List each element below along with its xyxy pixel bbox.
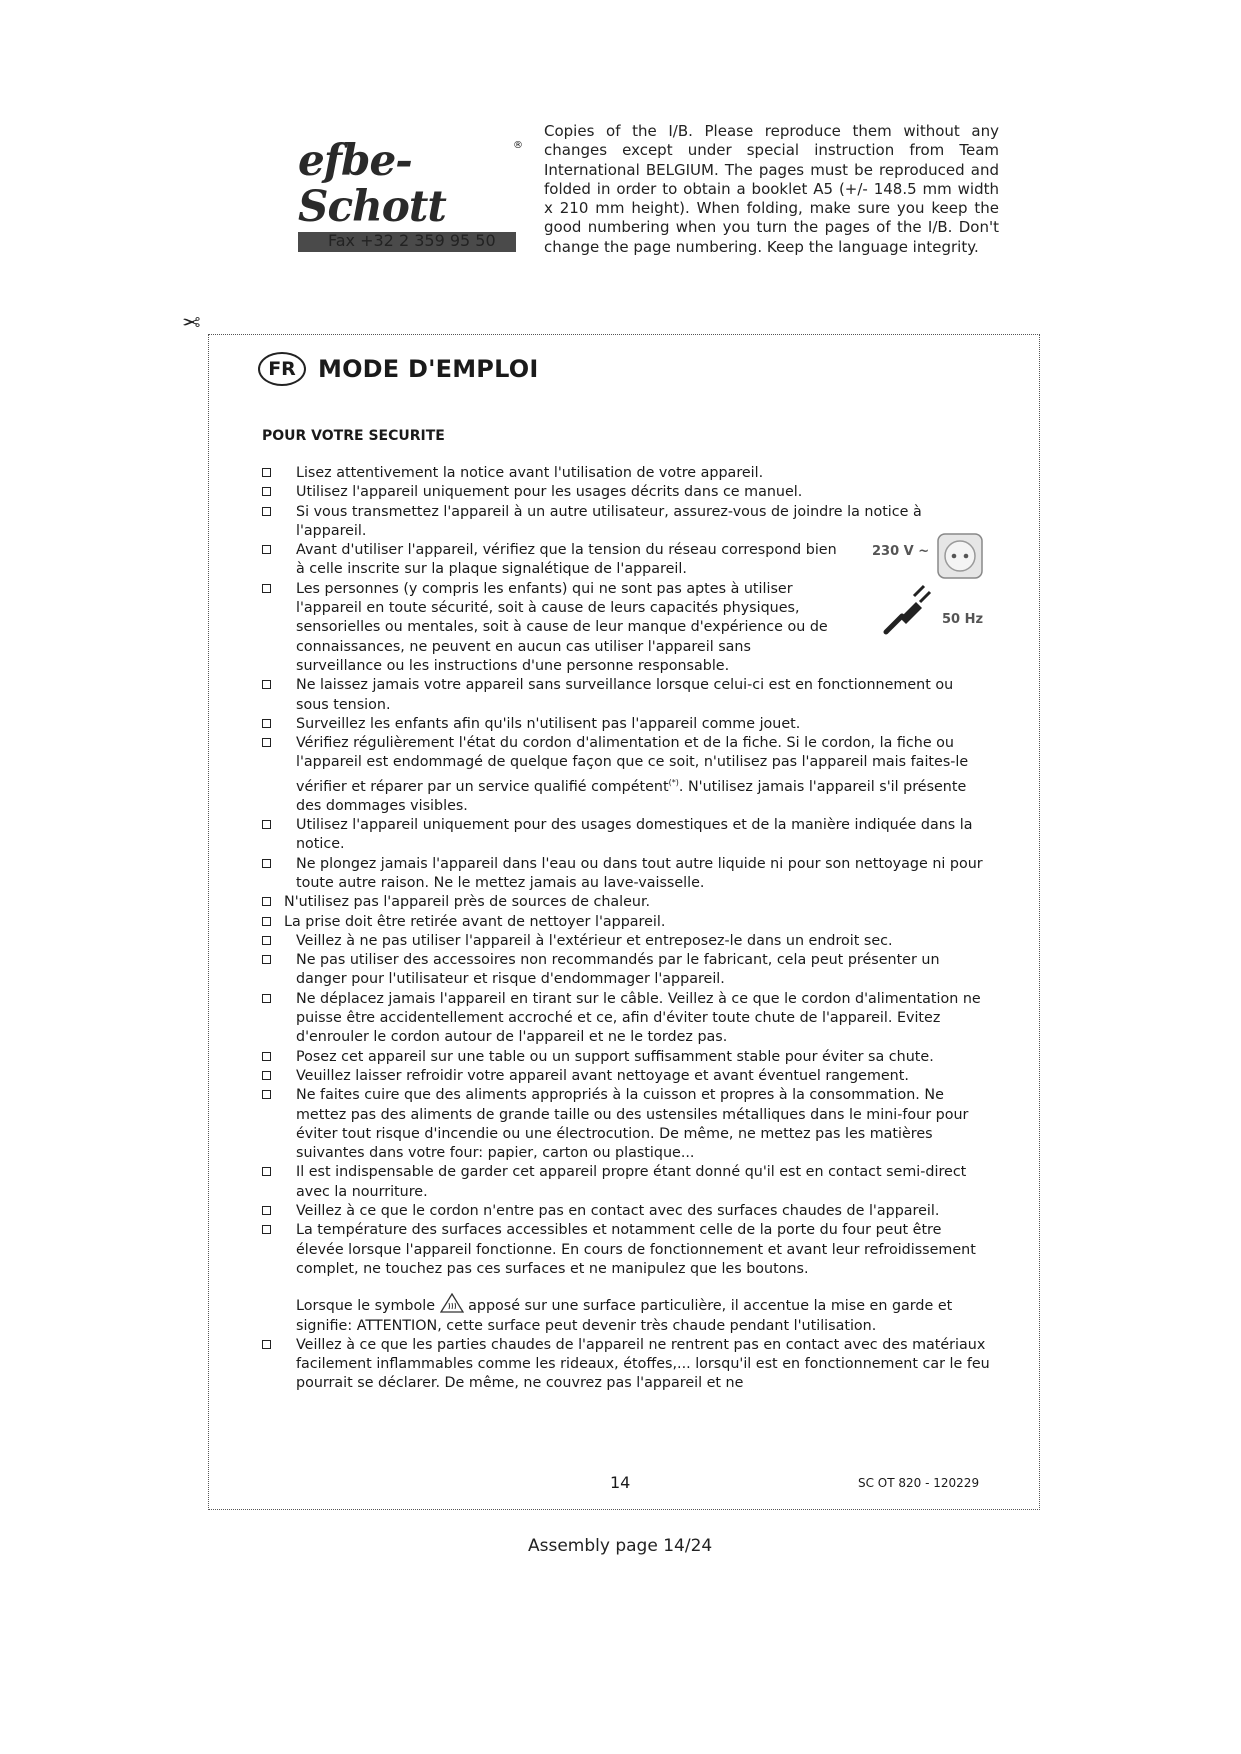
checkbox-bullet-icon: [262, 955, 271, 964]
checkbox-bullet-icon: [262, 1206, 271, 1215]
footnote-marker: (*): [668, 777, 679, 787]
socket-icon: [936, 532, 984, 580]
document-reference: SC OT 820 - 120229: [858, 1476, 980, 1490]
checkbox-bullet-icon: [262, 1090, 271, 1099]
checkbox-bullet-icon: [262, 1052, 271, 1061]
checkbox-bullet-icon: [262, 584, 271, 593]
hot-surface-warning-icon: [440, 1293, 464, 1313]
list-item: Si vous transmettez l'appareil à un autre utilisateur, assurez-vous de joindre la notice à l'appareil.: [262, 503, 990, 542]
checkbox-bullet-icon: [262, 545, 271, 554]
list-item: Ne faites cuire que des aliments appropriés à la cuisson et propres à la consommation. Ne mettez pas des aliments de grande taille ou des ustensiles métalliques dans le mini-four pour éviter tout risque d'incendie ou une électrocution. De même, ne mettez pas les matières suivantes dans votre four: papier, carton ou plastique...: [262, 1086, 990, 1163]
checkbox-bullet-icon: [262, 994, 271, 1003]
list-item: Lisez attentivement la notice avant l'utilisation de votre appareil.: [262, 464, 990, 483]
checkbox-bullet-icon: [262, 936, 271, 945]
manual-title: [258, 352, 538, 386]
scissors-icon: ✂: [182, 308, 201, 333]
list-item: Utilisez l'appareil uniquement pour des usages domestiques et de la manière indiquée dans la notice.: [262, 816, 990, 855]
checkbox-bullet-icon: [262, 680, 271, 689]
assembly-page-label: Assembly page 14/24: [528, 1536, 713, 1556]
plug-socket-illustration: [872, 532, 990, 642]
frequency-label: 50 Hz: [942, 612, 984, 627]
checkbox-bullet-icon: [262, 1167, 271, 1176]
fax-number: Fax +32 2 359 95 50: [328, 231, 496, 250]
list-item: Ne pas utiliser des accessoires non recommandés par le fabricant, cela peut présenter un danger pour l'utilisateur et risque d'endommager l'appareil.: [262, 951, 990, 990]
section-title: POUR VOTRE SECURITE: [262, 428, 445, 444]
checkbox-bullet-icon: [262, 897, 271, 906]
list-item: Surveillez les enfants afin qu'ils n'utilisent pas l'appareil comme jouet.: [262, 715, 990, 734]
checkbox-bullet-icon: [262, 738, 271, 747]
list-item: Veillez à ne pas utiliser l'appareil à l'extérieur et entreposez-le dans un endroit sec.: [262, 932, 990, 951]
list-item: La prise doit être retirée avant de nettoyer l'appareil.: [262, 913, 990, 932]
list-item: Posez cet appareil sur une table ou un support suffisamment stable pour éviter sa chute.: [262, 1048, 990, 1067]
page-title: MODE D'EMPLOI: [318, 355, 539, 383]
list-item: Vérifiez régulièrement l'état du cordon d'alimentation et de la fiche. Si le cordon, la fiche ou l'appareil est endommagé de quelque façon que ce soit, n'utilisez pas l'appareil mais faites-le vérifier et réparer par un service qualifié compétent(*). N'utilisez jamais l'appareil s'il présente des dommages visibles.: [262, 734, 990, 816]
logo-registered-mark: ®: [513, 140, 523, 151]
list-item: Veuillez laisser refroidir votre appareil avant nettoyage et avant éventuel rangement.: [262, 1067, 990, 1086]
checkbox-bullet-icon: [262, 507, 271, 516]
checkbox-bullet-icon: [262, 1071, 271, 1080]
logo-text: efbe-Schott: [298, 136, 446, 232]
list-item: Avant d'utiliser l'appareil, vérifiez que la tension du réseau correspond bien à celle inscrite sur la plaque signalétique de l'appareil.: [262, 541, 990, 580]
language-badge: FR: [258, 352, 306, 386]
list-item: Ne plongez jamais l'appareil dans l'eau ou dans tout autre liquide ni pour son nettoyage ni pour toute autre raison. Ne le mettez jamais au lave-vaisselle.: [262, 855, 990, 894]
checkbox-bullet-icon: [262, 719, 271, 728]
list-item: Utilisez l'appareil uniquement pour les usages décrits dans ce manuel.: [262, 483, 990, 502]
checkbox-bullet-icon: [262, 859, 271, 868]
checkbox-bullet-icon: [262, 487, 271, 496]
voltage-label: 230 V ~: [872, 544, 930, 559]
plug-icon: [882, 580, 938, 636]
checkbox-bullet-icon: [262, 917, 271, 926]
checkbox-bullet-icon: [262, 1225, 271, 1234]
reproduction-note: Copies of the I/B. Please reproduce them without any changes except under special instruction from Team International BELGIUM. The pages must be reproduced and folded in order to obtain a booklet A5 (+/- 148.5 mm width x 210 mm height). When folding, make sure you keep the good numbering when you turn the pages of the I/B. Don't change the page numbering. Keep the language integrity.: [544, 122, 999, 256]
page-number: 14: [610, 1473, 631, 1492]
list-item: Ne laissez jamais votre appareil sans surveillance lorsque celui-ci est en fonctionnement ou sous tension.: [262, 676, 990, 715]
list-item: Les personnes (y compris les enfants) qui ne sont pas aptes à utiliser l'appareil en toute sécurité, soit à cause de leurs capacités physiques, sensorielles ou mentales, soit à cause de leur manque d'expérience ou de connaissances, ne peuvent en aucun cas utiliser l'appareil sans surveillance ou les instructions d'une personne responsable.: [262, 580, 990, 676]
list-item: Il est indispensable de garder cet appareil propre étant donné qu'il est en contact semi-direct avec la nourriture.: [262, 1163, 990, 1202]
list-item: La température des surfaces accessibles et notamment celle de la porte du four peut être élevée lorsque l'appareil fonctionne. En cours de fonctionnement et avant leur refroidissement complet, ne touchez pas ces surfaces et ne manipulez que les boutons.: [262, 1221, 990, 1279]
checkbox-bullet-icon: [262, 1340, 271, 1349]
checkbox-bullet-icon: [262, 820, 271, 829]
list-item: Veillez à ce que le cordon n'entre pas en contact avec des surfaces chaudes de l'appareil.: [262, 1202, 990, 1221]
checkbox-bullet-icon: [262, 468, 271, 477]
hot-surface-note: Lorsque le symbole apposé sur une surface particulière, il accentue la mise en garde et signifie: ATTENTION, cette surface peut devenir très chaude pendant l'utilisation.: [262, 1279, 990, 1336]
list-item: Veillez à ce que les parties chaudes de l'appareil ne rentrent pas en contact avec des matériaux facilement inflammables comme les rideaux, étoffes,... lorsqu'il est en fonctionnement car le feu pourrait se déclarer. De même, ne couvrez pas l'appareil et ne: [262, 1336, 990, 1394]
list-item: N'utilisez pas l'appareil près de sources de chaleur.: [262, 893, 990, 912]
list-item: Ne déplacez jamais l'appareil en tirant sur le câble. Veillez à ce que le cordon d'alimentation ne puisse être accidentellement accroché et ce, afin d'éviter toute chute de l'appareil. Evitez d'enrouler le cordon autour de l'appareil et ne le tordez pas.: [262, 990, 990, 1048]
